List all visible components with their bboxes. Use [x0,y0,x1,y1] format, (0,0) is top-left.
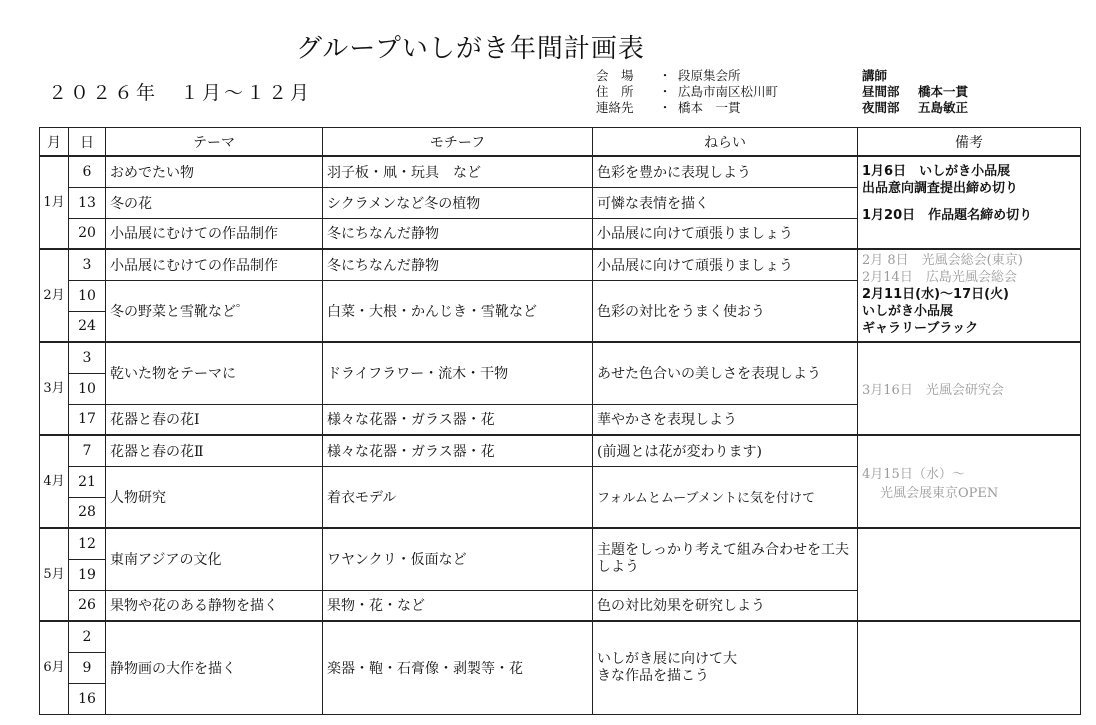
year-range: ２０２６年 １月～１２月 [48,82,313,104]
venue-info [596,68,778,116]
day-cell: 3 [69,249,106,280]
notes-cell [858,249,1081,342]
motif-cell: シクラメンなど冬の植物 [323,187,593,218]
aim-cell: フォルムとムーブメントに気を付けて [593,466,858,528]
month-cell: 1月 [40,156,69,249]
month-cell: 3月 [40,342,69,435]
table-row [40,342,1081,373]
col-header-notes: 備考 [858,128,1081,157]
aim-cell: 可憐な表情を描く [593,187,858,218]
aim-cell: (前週とは花が変わります) [593,435,858,466]
venue-dot: ・ [658,84,672,99]
teacher-label: 講師 [862,68,888,83]
month-cell: 2月 [40,249,69,342]
month-cell: 6月 [40,621,69,714]
note-line: いしがき小品展 [862,304,954,319]
theme-cell: 東南アジアの文化 [106,528,323,590]
motif-cell: 楽器・鞄・石膏像・剥製等・花 [323,621,593,714]
venue-key: 住 所 [596,84,634,99]
table-row [40,249,1081,280]
notes-cell [858,435,1081,528]
venue-value: 橋本 一貫 [678,100,741,115]
col-header-theme: テーマ [106,128,323,157]
day-cell: 13 [69,187,106,218]
month-cell: 4月 [40,435,69,528]
table-header-row [40,128,1081,157]
note-line: 4月15日（水）～ [862,466,965,482]
venue-row-place [596,68,778,84]
aim-text: いしがき展に向けて大きな作品を描こう [597,650,737,684]
aim-cell: あせた色合いの美しさを表現しよう [593,342,858,404]
day-cell: 10 [69,373,106,404]
notes-cell [858,156,1081,249]
motif-cell: ドライフラワー・流木・干物 [323,342,593,404]
venue-value: 広島市南区松川町 [678,84,779,99]
theme-cell: 冬の花 [106,187,323,218]
col-header-motif: モチーフ [323,128,593,157]
aim-cell: 小品展に向けて頑張りましょう [593,218,858,249]
day-cell: 2 [69,621,106,652]
motif-cell: 果物・花・など [323,590,593,621]
schedule-table [39,127,1081,715]
page-title: グループいしがき年間計画表 [296,34,645,64]
venue-row-address [596,84,778,100]
theme-cell: おめでたい物 [106,156,323,187]
venue-value: 段原集会所 [678,68,741,83]
month-cell: 5月 [40,528,69,621]
note-line: 光風会展東京OPEN [880,485,999,501]
teacher-row-night [862,100,968,116]
motif-cell: 様々な花器・ガラス器・花 [323,435,593,466]
day-cell: 3 [69,342,106,373]
table-row [40,528,1081,559]
col-header-month: 月 [40,128,69,157]
teacher-key: 夜間部 [862,100,900,115]
venue-row-contact [596,100,778,116]
teacher-key: 昼間部 [862,84,900,99]
day-cell: 16 [69,683,106,714]
aim-cell: 主題をしっかり考えて組み合わせを工夫しよう [593,528,858,590]
teacher-row-day [862,84,968,100]
motif-cell: 様々な花器・ガラス器・花 [323,404,593,435]
aim-cell: 色彩を豊かに表現しよう [593,156,858,187]
aim-cell: 色の対比効果を研究しよう [593,590,858,621]
day-cell: 6 [69,156,106,187]
note-line: 1月6日 いしがき小品展 [862,164,1011,179]
day-cell: 7 [69,435,106,466]
note-line: 2月11日(水)～17日(火) [862,287,1009,302]
notes-cell [858,528,1081,621]
theme-cell: 静物画の大作を描く [106,621,323,714]
notes-cell [858,342,1081,435]
note-line: 出品意向調査提出締め切り [862,181,1019,196]
teacher-value: 橋本一貫 [918,84,969,99]
note-line: 2月 8日 光風会総会(東京) [862,253,1023,268]
note-line: ギャラリーブラック [862,321,979,336]
day-cell: 17 [69,404,106,435]
day-cell: 9 [69,652,106,683]
note-line: 2月14日 広島光風会総会 [862,270,1017,285]
venue-dot: ・ [658,100,672,115]
venue-dot: ・ [658,68,672,83]
theme-cell: 人物研究 [106,466,323,528]
theme-cell: 果物や花のある静物を描く [106,590,323,621]
theme-cell: 乾いた物をテーマに [106,342,323,404]
note-line: 1月20日 作品題名締め切り [862,208,1033,223]
theme-cell: 冬の野菜と雪靴など゜ [106,280,323,342]
table-row [40,156,1081,187]
theme-cell: 小品展にむけての作品制作 [106,218,323,249]
aim-cell [593,621,858,714]
motif-cell: 羽子板・凧・玩具 など [323,156,593,187]
teacher-value: 五島敏正 [918,100,969,115]
col-header-aim: ねらい [593,128,858,157]
motif-cell: 白菜・大根・かんじき・雪靴など [323,280,593,342]
motif-cell: 着衣モデル [323,466,593,528]
col-header-day: 日 [69,128,106,157]
day-cell: 26 [69,590,106,621]
theme-cell: 花器と春の花Ⅰ [106,404,323,435]
day-cell: 28 [69,497,106,528]
day-cell: 20 [69,218,106,249]
notes-cell [858,621,1081,714]
table-row [40,435,1081,466]
day-cell: 21 [69,466,106,497]
day-cell: 12 [69,528,106,559]
day-cell: 19 [69,559,106,590]
motif-cell: 冬にちなんだ静物 [323,218,593,249]
motif-cell: ワヤンクリ・仮面など [323,528,593,590]
theme-cell: 小品展にむけての作品制作 [106,249,323,280]
aim-cell: 色彩の対比をうまく使おう [593,280,858,342]
table-row [40,621,1081,652]
venue-key: 会 場 [596,68,634,83]
teacher-info [862,68,968,116]
aim-cell: 華やかさを表現しよう [593,404,858,435]
venue-key: 連絡先 [596,100,634,115]
note-line: 3月16日 光風会研究会 [862,383,1004,398]
day-cell: 10 [69,280,106,311]
aim-cell: 小品展に向けて頑張りましょう [593,249,858,280]
motif-cell: 冬にちなんだ静物 [323,249,593,280]
theme-cell: 花器と春の花Ⅱ [106,435,323,466]
day-cell: 24 [69,311,106,342]
